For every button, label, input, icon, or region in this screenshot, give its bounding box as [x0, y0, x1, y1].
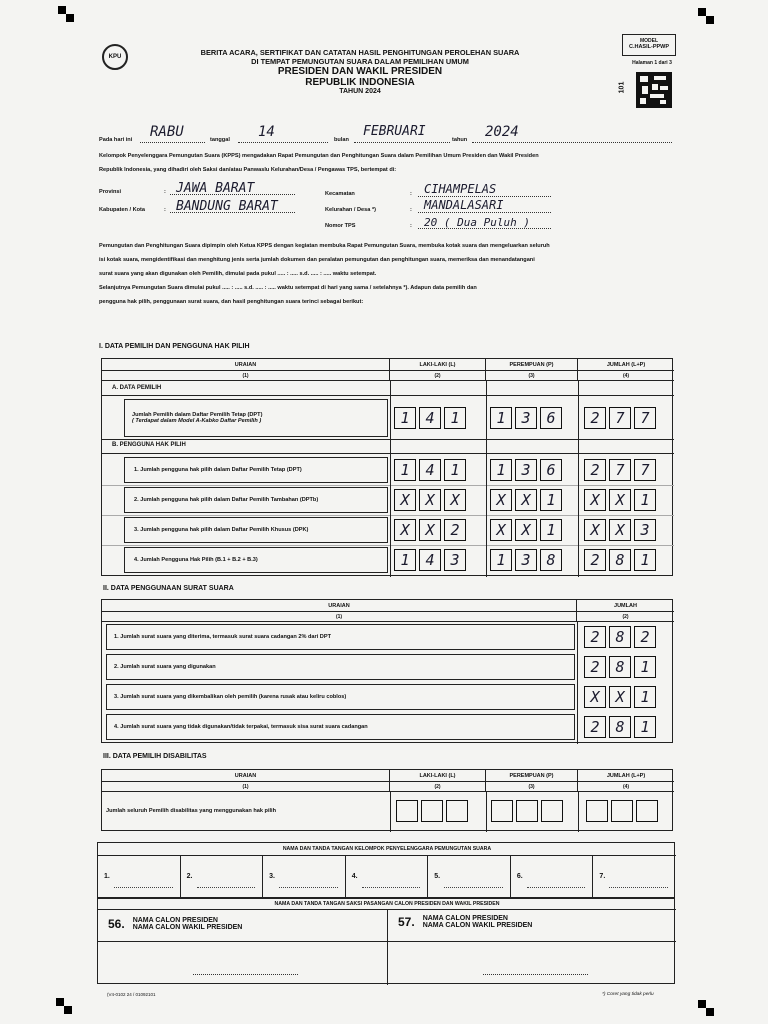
row-b-j-boxes [584, 489, 656, 511]
digit-box[interactable]: 4 [419, 549, 441, 571]
col-divider [387, 909, 388, 985]
kpps-signature-cell[interactable] [593, 855, 676, 897]
s3-num-1-text: (1) [242, 784, 249, 790]
colon: : [410, 191, 412, 197]
kpps-signature-cell[interactable] [98, 855, 181, 897]
digit-box[interactable]: X [584, 519, 606, 541]
digit-box[interactable]: X [609, 519, 631, 541]
digit-box[interactable]: X [515, 489, 537, 511]
kecamatan-value: CIHAMPELAS [424, 182, 497, 196]
section-2-table [101, 599, 673, 743]
s2-header-uraian-text: URAIAN [328, 603, 350, 609]
digit-box[interactable]: 1 [634, 489, 656, 511]
paragraph-line-4: Selanjutnya Pemungutan Suara dimulai pukul ..... : ..... s.d. ..... : ..... waktu setempat di hari yang sama / setelahnya *). Adapun data pemilih dan [99, 285, 477, 291]
surat-suara-row-label: 1. Jumlah surat suara yang diterima, termasuk surat suara cadangan 2% dari DPT [114, 634, 331, 640]
paragraph-line-3: surat suara yang akan digunakan oleh Pemilih, dimulai pada pukul ..... : ..... s.d. ..... : ..... waktu setempat. [99, 271, 377, 277]
col-divider [390, 792, 391, 832]
model-label: MODEL [639, 38, 659, 44]
row-b-label: 4. Jumlah Pengguna Hak Pilih (B.1 + B.2 + B.3) [134, 557, 258, 563]
s2-num-1 [102, 612, 577, 622]
kpps-title: NAMA DAN TANDA TANGAN KELOMPOK PENYELENGGARA PEMUNGUTAN SUARA [282, 846, 492, 852]
kpu-logo-text: KPU [108, 54, 122, 60]
row-divider [102, 545, 674, 546]
bulan-value: FEBRUARI [363, 124, 426, 139]
s3-num-3 [486, 782, 578, 792]
candidate-57-number: 57. [398, 915, 415, 929]
hari-value: RABU [150, 124, 184, 140]
digit-box[interactable]: 2 [444, 519, 466, 541]
kpps-number: 6. [516, 873, 523, 880]
kelurahan-value: MANDALASARI [424, 198, 504, 212]
digit-box[interactable]: 1 [394, 549, 416, 571]
model-code: C.HASIL-PPWP [628, 44, 670, 50]
digit-box[interactable]: 4 [419, 407, 441, 429]
digit-box[interactable]: 8 [540, 549, 562, 571]
kpu-logo [102, 44, 128, 70]
digit-box[interactable] [611, 800, 633, 822]
kpps-signature-line [609, 887, 668, 888]
s3-header-jumlah [578, 770, 674, 782]
colon: : [164, 207, 166, 213]
tahun-label: tahun [452, 137, 468, 143]
digit-box[interactable]: 1 [540, 489, 562, 511]
tanggal-value: 14 [258, 124, 275, 140]
digit-box[interactable]: 3 [444, 549, 466, 571]
digit-box[interactable]: X [394, 489, 416, 511]
candidate-56-vice: NAMA CALON WAKIL PRESIDEN [132, 924, 243, 931]
row-divider [102, 515, 674, 516]
s3-perempuan-boxes [491, 800, 563, 822]
s3-jumlah-boxes [586, 800, 658, 822]
row-a-label-1: Jumlah Pemilih dalam Daftar Pemilih Tetap (DPT) [132, 412, 263, 418]
digit-box[interactable]: 1 [490, 459, 512, 481]
s2-header-uraian [102, 600, 577, 612]
digit-box[interactable]: 6 [540, 407, 562, 429]
digit-box[interactable]: 8 [609, 656, 631, 678]
digit-box[interactable]: X [584, 489, 606, 511]
header-uraian-text: URAIAN [234, 362, 257, 368]
row-b-p-boxes [490, 459, 562, 481]
digit-box[interactable]: 1 [394, 407, 416, 429]
digit-box[interactable]: 8 [609, 549, 631, 571]
col-divider [577, 622, 578, 744]
s3-num-3-text: (3) [528, 784, 535, 790]
s3-header-laki-text: LAKI-LAKI (L) [419, 773, 456, 779]
digit-box[interactable]: 2 [584, 407, 606, 429]
candidate-56 [108, 917, 242, 931]
digit-box[interactable]: 1 [634, 716, 656, 738]
digit-box[interactable]: 7 [609, 459, 631, 481]
kpps-number: 4. [351, 873, 358, 880]
digit-box[interactable]: 8 [609, 626, 631, 648]
digit-box[interactable]: X [490, 519, 512, 541]
title-line-4: REPUBLIK INDONESIA [305, 77, 415, 88]
num-4 [578, 371, 674, 381]
side-code: 101 [618, 81, 626, 94]
s3-num-4-text: (4) [622, 784, 630, 790]
digit-box[interactable]: 8 [609, 716, 631, 738]
qr-code [636, 72, 672, 108]
s2-num-1-text: (1) [335, 614, 343, 620]
row-divider [102, 395, 674, 396]
digit-box[interactable]: 1 [394, 459, 416, 481]
digit-box[interactable] [586, 800, 608, 822]
digit-box[interactable]: 1 [634, 686, 656, 708]
digit-box[interactable]: 1 [490, 407, 512, 429]
digit-box[interactable]: 7 [609, 407, 631, 429]
s2-num-2-text: (2) [622, 614, 629, 620]
row-b-p-boxes [490, 489, 562, 511]
title-line-3: PRESIDEN DAN WAKIL PRESIDEN [277, 66, 443, 77]
surat-suara-boxes [584, 626, 656, 648]
surat-suara-boxes [584, 656, 656, 678]
digit-box[interactable]: 2 [584, 656, 606, 678]
s3-header-jumlah-text: JUMLAH (L+P) [606, 773, 646, 779]
header-laki-text: LAKI-LAKI (L) [419, 362, 456, 368]
digit-box[interactable]: 3 [515, 549, 537, 571]
kelurahan-label: Kelurahan / Desa *) [325, 207, 376, 213]
section-3-title: III. DATA PEMILIH DISABILITAS [103, 753, 207, 760]
kpps-number: 5. [434, 873, 441, 880]
footer-note: *) Coret yang tidak perlu [602, 992, 654, 997]
digit-box[interactable]: 2 [584, 626, 606, 648]
surat-suara-row-label: 3. Jumlah surat suara yang dikembalikan oleh pemilih (karena rusak atau keliru coblos) [114, 694, 347, 700]
surat-suara-row-label: 4. Jumlah surat suara yang tidak digunakan/tidak terpakai, termasuk sisa surat suara cadangan [114, 724, 368, 730]
digit-box[interactable]: X [515, 519, 537, 541]
intro-line-2: Republik Indonesia, yang dihadiri oleh Saksi dan/atau Panwaslu Kelurahan/Desa / Pengawas TPS, bertempat di: [99, 167, 397, 173]
kpps-signature-line [114, 887, 173, 888]
section-3-table [101, 769, 673, 831]
digit-box[interactable]: X [419, 489, 441, 511]
row-divider [102, 453, 674, 454]
tps-value: 20 ( Dua Puluh ) [424, 216, 530, 229]
title-line-1: BERITA ACARA, SERTIFIKAT DAN CATATAN HASIL PENGHITUNGAN PEROLEHAN SUARA [200, 48, 520, 57]
s3-header-uraian [102, 770, 390, 782]
row-divider [102, 485, 674, 486]
kpps-signature-line [197, 887, 256, 888]
kabupaten-value: BANDUNG BARAT [176, 199, 278, 214]
colon: : [410, 223, 412, 229]
section-b-title: B. PENGGUNA HAK PILIH [112, 442, 186, 448]
digit-box[interactable] [636, 800, 658, 822]
kpps-signature-cell[interactable] [428, 855, 511, 897]
s3-laki-boxes [396, 800, 468, 822]
candidate-56-president: NAMA CALON PRESIDEN [132, 917, 218, 924]
digit-box[interactable]: X [394, 519, 416, 541]
col-divider [486, 381, 487, 577]
row-b-l-boxes [394, 549, 466, 571]
digit-box[interactable] [446, 800, 468, 822]
digit-box[interactable] [541, 800, 563, 822]
digit-box[interactable]: 6 [540, 459, 562, 481]
header-perempuan-text: PEREMPUAN (P) [509, 362, 554, 368]
footer-code: (V4-0102 24 / 01092101 [107, 992, 156, 997]
candidate-57-vice: NAMA CALON WAKIL PRESIDEN [422, 922, 533, 929]
kpps-number: 7. [599, 873, 606, 880]
s2-header-jumlah-text: JUMLAH [614, 603, 637, 609]
row-b-label: 1. Jumlah pengguna hak pilih dalam Daftar Pemilih Tetap (DPT) [134, 467, 302, 473]
row-b-j-boxes [584, 549, 656, 571]
hari-label: Pada hari ini [99, 137, 133, 143]
num-4-text: (4) [622, 373, 630, 379]
row-b-label: 2. Jumlah pengguna hak pilih dalam Daftar Pemilih Tambahan (DPTb) [134, 497, 319, 503]
document-title [150, 48, 570, 95]
row-a-label [132, 412, 262, 424]
provinsi-value: JAWA BARAT [176, 181, 255, 196]
row-b-p-boxes [490, 519, 562, 541]
surat-suara-row-label: 2. Jumlah surat suara yang digunakan [114, 664, 216, 670]
num-3-text: (3) [528, 373, 535, 379]
intro-line-1: Kelompok Penyelenggara Pemungutan Suara (KPPS) mengadakan Rapat Pemungutan dan Penghitungan Suara dalam Pemilihan Umum Presiden dan Wakil Presiden [99, 153, 539, 159]
col-divider [578, 792, 579, 832]
digit-box[interactable]: 3 [634, 519, 656, 541]
header-laki [390, 359, 486, 371]
digit-box[interactable]: 7 [634, 407, 656, 429]
row-a-label-2: ( Terdapat dalam Model A-Kabko Daftar Pemilih ) [132, 418, 262, 424]
surat-suara-boxes [584, 716, 656, 738]
registration-mark [698, 8, 706, 16]
row-divider [102, 439, 674, 440]
s3-header-laki [390, 770, 486, 782]
num-2 [390, 371, 486, 381]
col-divider [578, 381, 579, 577]
col-divider [486, 792, 487, 832]
row-b-l-boxes [394, 459, 466, 481]
digit-box[interactable] [421, 800, 443, 822]
digit-box[interactable]: 2 [584, 716, 606, 738]
candidate-56-number: 56. [108, 917, 125, 931]
paragraph-line-2: isi kotak suara, mengidentifikasi dan menghitung jenis serta jumlah dokumen dan peralatan pemungutan dan penghitungan suara, memeriksa dan menandatangani [99, 257, 535, 263]
kpps-signature-line [444, 887, 503, 888]
registration-mark [706, 1008, 714, 1016]
row-b-l-boxes [394, 489, 466, 511]
kpps-signature-line [362, 887, 421, 888]
kabupaten-label: Kabupaten / Kota [99, 207, 145, 213]
digit-box[interactable] [396, 800, 418, 822]
digit-box[interactable]: 1 [490, 549, 512, 571]
registration-mark [66, 14, 74, 22]
row-a-laki [394, 407, 466, 429]
digit-box[interactable]: X [584, 686, 606, 708]
kpps-signature-table [97, 842, 675, 898]
digit-box[interactable]: 3 [515, 459, 537, 481]
row-b-label: 3. Jumlah pengguna hak pilih dalam Daftar Pemilih Khusus (DPK) [134, 527, 309, 533]
signature-line-56 [193, 969, 298, 975]
num-3 [486, 371, 578, 381]
s3-header-perempuan [486, 770, 578, 782]
digit-box[interactable]: X [490, 489, 512, 511]
header-perempuan [486, 359, 578, 371]
kpps-signature-cell[interactable] [181, 855, 264, 897]
candidate-57-president: NAMA CALON PRESIDEN [422, 915, 508, 922]
registration-mark [64, 1006, 72, 1014]
tanggal-line [238, 133, 328, 143]
title-line-5: TAHUN 2024 [339, 88, 381, 95]
digit-box[interactable]: 2 [584, 549, 606, 571]
digit-box[interactable]: X [609, 686, 631, 708]
s3-header-perempuan-text: PEREMPUAN (P) [509, 773, 554, 779]
digit-box[interactable] [491, 800, 513, 822]
s3-row-label: Jumlah seluruh Pemilih disabilitas yang menggunakan hak pilih [106, 808, 277, 814]
section-a-title: A. DATA PEMILIH [112, 385, 162, 391]
digit-box[interactable]: X [444, 489, 466, 511]
kpps-signature-line [279, 887, 338, 888]
kpps-number: 3. [269, 873, 275, 880]
tanggal-label: tanggal [210, 137, 230, 143]
saksi-title: NAMA DAN TANDA TANGAN SAKSI PASANGAN CALON PRESIDEN DAN WAKIL PRESIDEN [274, 901, 500, 907]
registration-mark [706, 16, 714, 24]
page-indicator: Halaman 1 dari 3 [632, 60, 672, 66]
paragraph-line-1: Pemungutan dan Penghitungan Suara dipimpin oleh Ketua KPPS dengan kegiatan membuka Rapat Pemungutan Suara, membuka kotak suara dan mengeluarkan seluruh [99, 243, 550, 249]
kpps-signature-cell[interactable] [511, 855, 594, 897]
digit-box[interactable]: 1 [634, 656, 656, 678]
paragraph-line-5: pengguna hak pilih, penggunaan surat suara, dan hasil penghitungan suara terinci sebagai berikut: [99, 299, 364, 305]
candidate-57 [398, 915, 532, 929]
kpps-signature-line [527, 887, 586, 888]
digit-box[interactable]: 7 [634, 459, 656, 481]
row-b-j-boxes [584, 459, 656, 481]
digit-box[interactable]: 3 [515, 407, 537, 429]
digit-box[interactable]: 4 [419, 459, 441, 481]
digit-box[interactable]: 1 [444, 459, 466, 481]
row-a-perempuan [490, 407, 562, 429]
header-jumlah-text: JUMLAH (L+P) [606, 362, 646, 368]
row-a-jumlah [584, 407, 656, 429]
s2-num-2 [577, 612, 674, 622]
num-1 [102, 371, 390, 381]
digit-box[interactable] [516, 800, 538, 822]
registration-mark [58, 6, 66, 14]
saksi-signature-table [97, 898, 675, 984]
section-1-table [101, 358, 673, 576]
model-box [622, 34, 676, 56]
tps-label: Nomor TPS [325, 223, 356, 229]
s3-header-uraian-text: URAIAN [234, 773, 257, 779]
digit-box[interactable]: 1 [634, 549, 656, 571]
num-1-text: (1) [242, 373, 249, 379]
tahun-value: 2024 [485, 124, 519, 140]
s3-num-2 [390, 782, 486, 792]
header-jumlah [578, 359, 674, 371]
section-1-title: I. DATA PEMILIH DAN PENGGUNA HAK PILIH [99, 343, 250, 350]
kecamatan-label: Kecamatan [325, 191, 355, 197]
col-divider [390, 381, 391, 577]
title-line-2: DI TEMPAT PEMUNGUTAN SUARA DALAM PEMILIHAN UMUM [251, 57, 469, 66]
s2-header-jumlah [577, 600, 674, 612]
digit-box[interactable]: X [609, 489, 631, 511]
s3-num-4 [578, 782, 674, 792]
digit-box[interactable]: X [419, 519, 441, 541]
registration-mark [56, 998, 64, 1006]
colon: : [164, 189, 166, 195]
digit-box[interactable]: 2 [584, 459, 606, 481]
kpps-number: 2. [186, 873, 193, 880]
s3-num-2-text: (2) [434, 784, 441, 790]
kpps-signature-cell[interactable] [346, 855, 429, 897]
signature-line-57 [483, 969, 588, 975]
surat-suara-boxes [584, 686, 656, 708]
bulan-label: bulan [334, 137, 349, 143]
section-2-title: II. DATA PENGGUNAAN SURAT SUARA [103, 585, 234, 592]
colon: : [410, 207, 412, 213]
kpps-number: 1. [104, 873, 110, 880]
digit-box[interactable]: 1 [540, 519, 562, 541]
num-2-text: (2) [434, 373, 441, 379]
row-b-j-boxes [584, 519, 656, 541]
row-b-p-boxes [490, 549, 562, 571]
row-b-l-boxes [394, 519, 466, 541]
registration-mark [698, 1000, 706, 1008]
s3-num-1 [102, 782, 390, 792]
header-uraian [102, 359, 390, 371]
kpps-signature-cell[interactable] [263, 855, 346, 897]
provinsi-label: Provinsi [99, 189, 122, 195]
digit-box[interactable]: 1 [444, 407, 466, 429]
digit-box[interactable]: 2 [634, 626, 656, 648]
